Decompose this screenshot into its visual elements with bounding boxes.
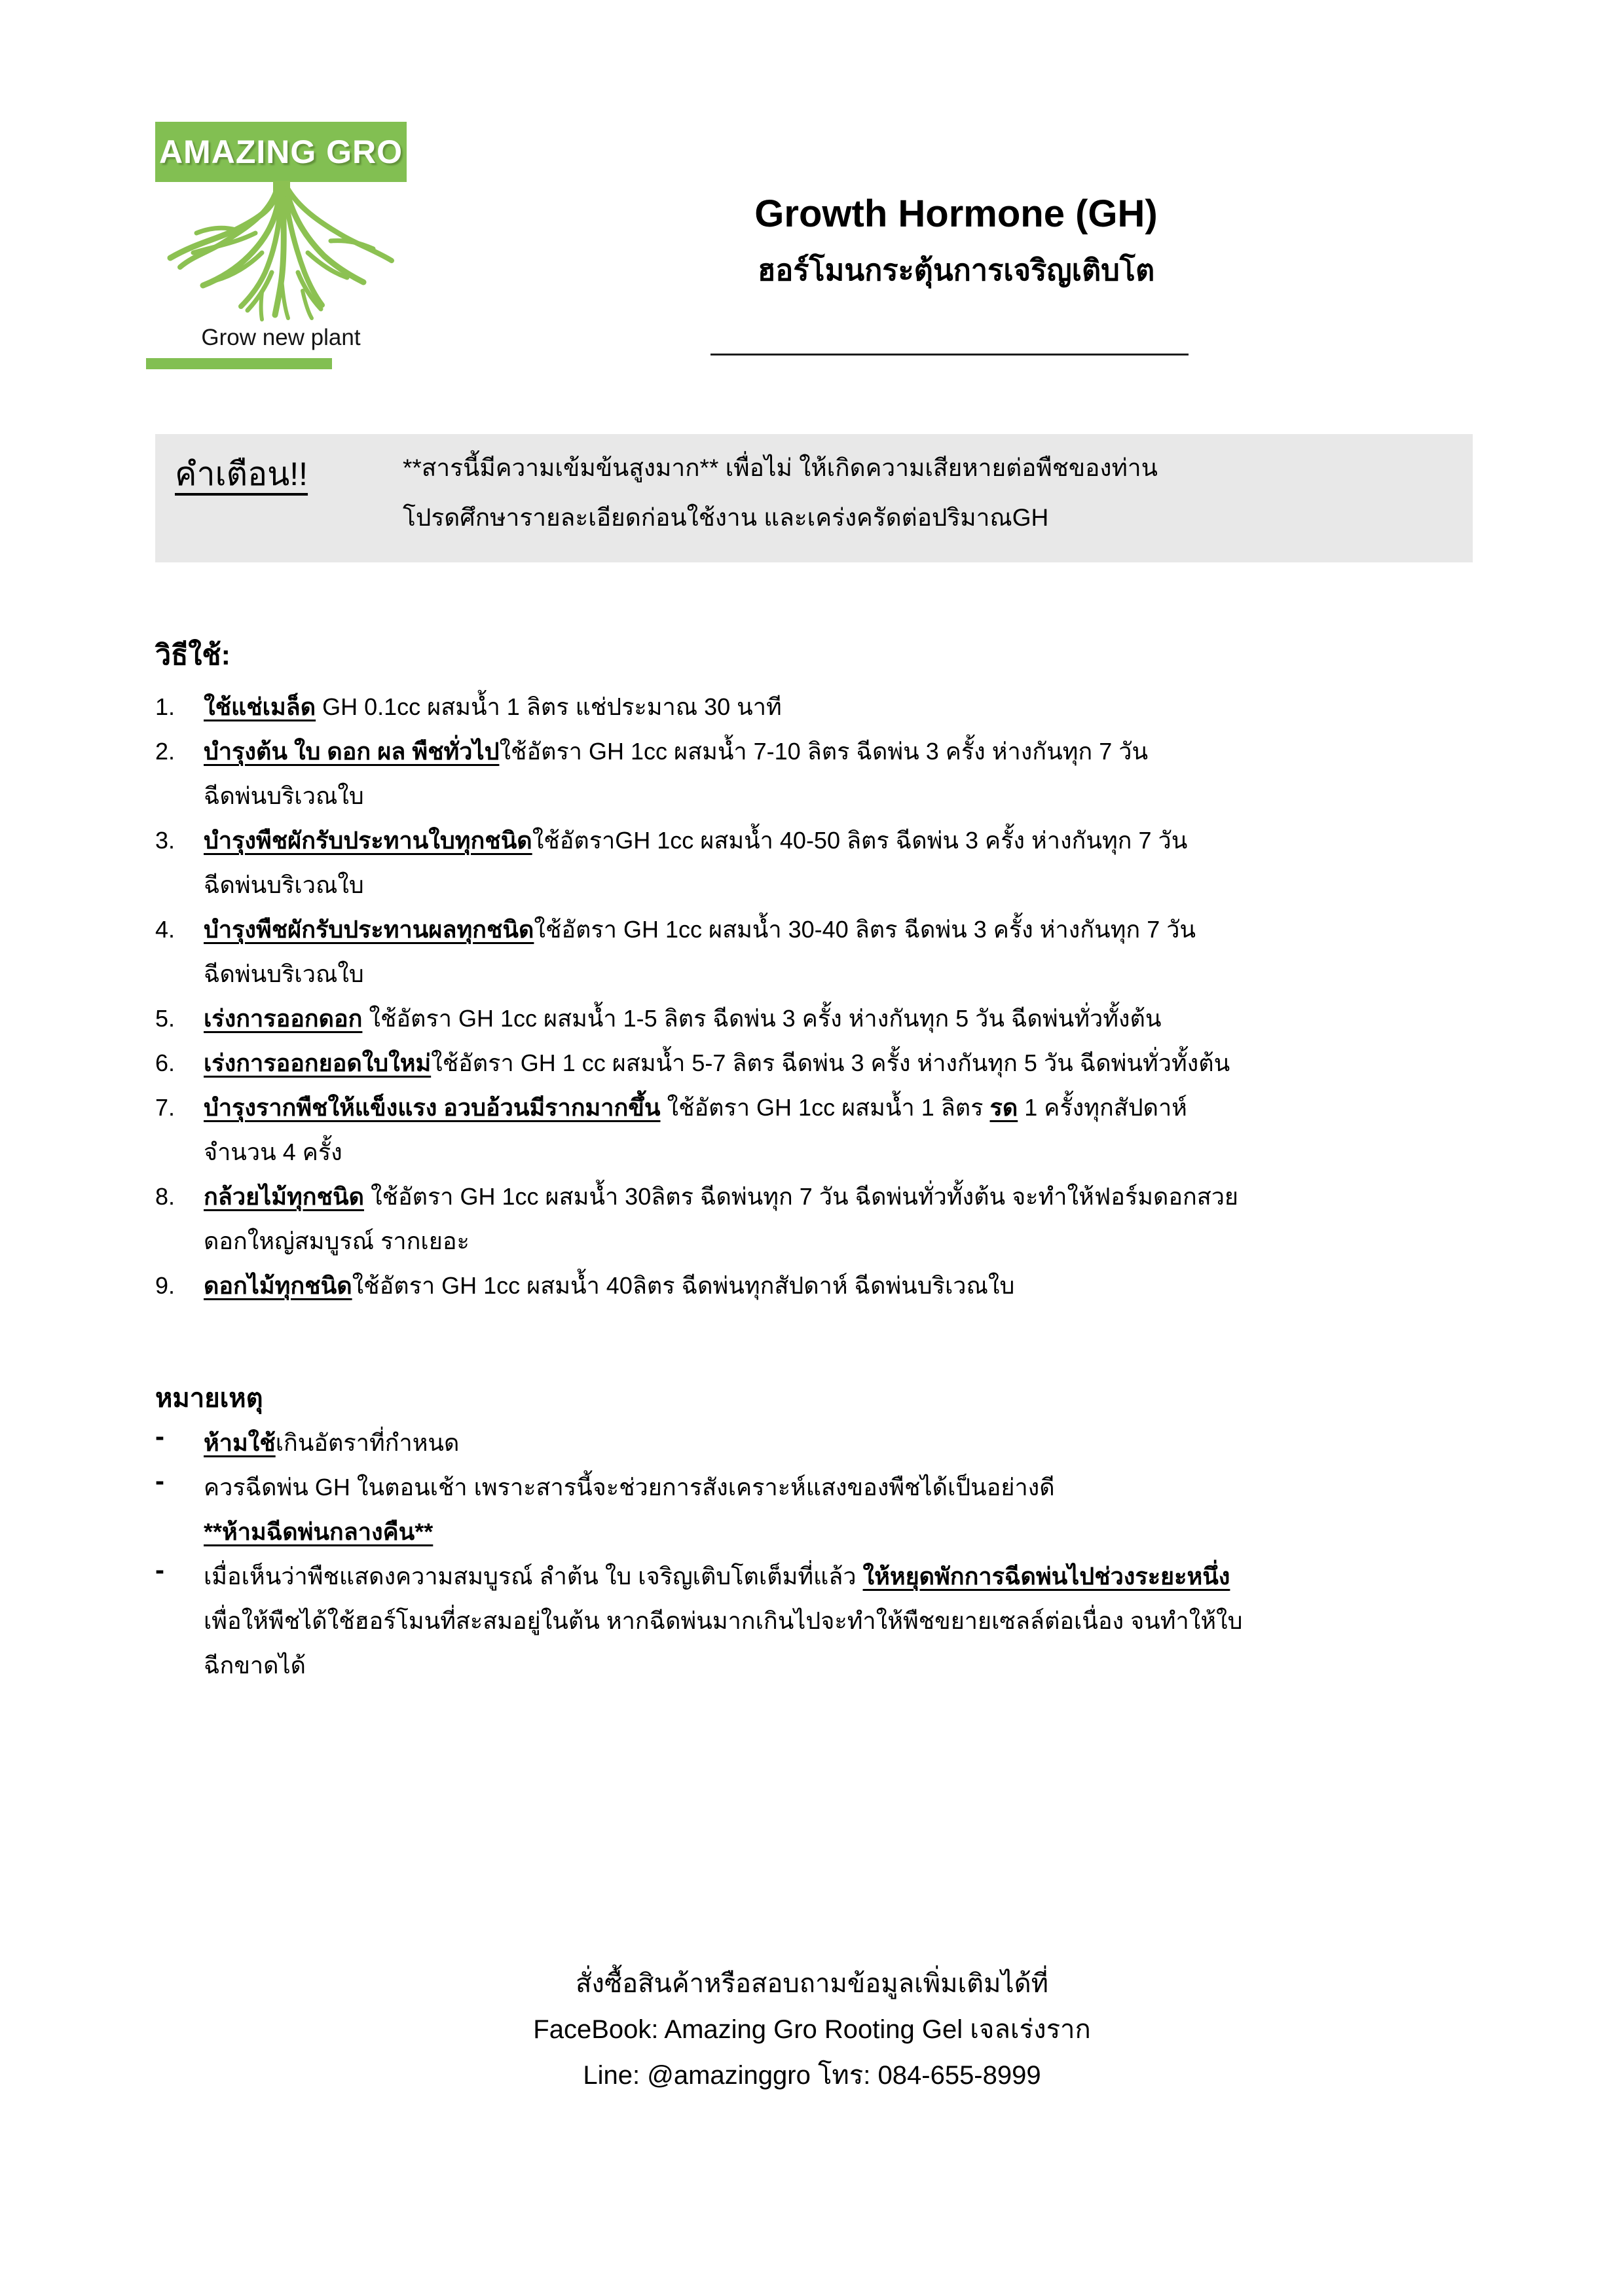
item-text: กล้วยไม้ทุกชนิด ใช้อัตรา GH 1cc ผสมน้ำ 30ลิตร ฉีดพ่นทุก 7 วัน ฉีดพ่นทั่วทั้งต้น จะทำให้ฟอร์มดอกสวย ดอกใหญ่สมบูรณ์ รากเยอะ [204, 1183, 1239, 1254]
footer-line-order: สั่งซื้อสินค้าหรือสอบถามข้อมูลเพิ่มเติมได้ที่ [576, 1969, 1048, 1998]
notes-heading: หมายเหตุ [155, 1384, 263, 1413]
item-number: 5. [155, 1005, 175, 1032]
item-text: บำรุงรากพืชให้แข็งแรง อวบอ้วนมีรากมากขึ้น ใช้อัตรา GH 1cc ผสมน้ำ 1 ลิตร รด 1 ครั้งทุกสัปดาห์ จำนวน 4 ครั้ง [204, 1094, 1187, 1165]
item-text: บำรุงต้น ใบ ดอก ผล พืชทั่วไปใช้อัตรา GH 1cc ผสมน้ำ 7-10 ลิตร ฉีดพ่น 3 ครั้ง ห่างกันทุก 7 วัน ฉีดพ่นบริเวณใบ [204, 738, 1149, 809]
list-item [155, 1041, 1491, 1085]
list-item [155, 729, 1491, 818]
list-item [155, 818, 1491, 907]
page-subtitle: ฮอร์โมนกระตุ้นการเจริญเติบโต [757, 253, 1155, 287]
title-divider-line [710, 354, 1189, 355]
item-number: 7. [155, 1094, 175, 1121]
item-text: ดอกไม้ทุกชนิดใช้อัตรา GH 1cc ผสมน้ำ 40ลิตร ฉีดพ่นทุกสัปดาห์ ฉีดพ่นบริเวณใบ [204, 1272, 1015, 1299]
list-item [155, 1085, 1491, 1175]
bullet-dash: - [155, 1554, 164, 1585]
item-number: 6. [155, 1049, 175, 1076]
item-text: ใช้แช่เมล็ด GH 0.1cc ผสมน้ำ 1 ลิตร แช่ประมาณ 30 นาที [204, 693, 782, 720]
note-item: - ห้ามใช้เกินอัตราที่กำหนด [155, 1421, 1504, 1465]
list-item [155, 907, 1491, 996]
list-item [155, 1175, 1491, 1264]
list-item [155, 1264, 1491, 1308]
warning-text [403, 443, 1158, 543]
bullet-dash: - [155, 1465, 164, 1496]
brand-name: AMAZING GRO [158, 134, 403, 170]
note-item: - เมื่อเห็นว่าพืชแสดงความสมบูรณ์ ลำต้น ใบ เจริญเติบโตเต็มที่แล้ว ให้หยุดพักการฉีดพ่นไปช่วงระยะหนึ่ง เพื่อให้พืชได้ใช้ฮอร์โมนที่สะสมอยู่ในต้น หากฉีดพ่นมากเกินไปจะทำให้พืชขยายเซลล์ต่อเนื่อง จนทำให้ใบ ฉีกขาดได้ [155, 1554, 1504, 1688]
note-item: - ควรฉีดพ่น GH ในตอนเช้า เพราะสารนี้จะช่วยการสังเคราะห์แสงของพืชได้เป็นอย่างดี **ห้ามฉีดพ่นกลางคืน** [155, 1465, 1504, 1554]
warning-line-2: โปรดศึกษารายละเอียดก่อนใช้งาน และเคร่งครัดต่อปริมาณGH [403, 504, 1049, 531]
logo-underline-bar [146, 358, 332, 369]
item-text: บำรุงพืชผักรับประทานผลทุกชนิดใช้อัตรา GH 1cc ผสมน้ำ 30-40 ลิตร ฉีดพ่น 3 ครั้ง ห่างกันทุก 7 วัน ฉีดพ่นบริเวณใบ [204, 916, 1196, 987]
warning-box [155, 434, 1473, 562]
item-text: เร่งการออกดอก ใช้อัตรา GH 1cc ผสมน้ำ 1-5 ลิตร ฉีดพ่น 3 ครั้ง ห่างกันทุก 5 วัน ฉีดพ่นทั่วทั้งต้น [204, 1005, 1162, 1032]
footer-contact [0, 1961, 1624, 2098]
item-text: เร่งการออกยอดใบใหม่ใช้อัตรา GH 1 cc ผสมน้ำ 5-7 ลิตร ฉีดพ่น 3 ครั้ง ห่างกันทุก 5 วัน ฉีดพ่นทั่วทั้งต้น [204, 1049, 1230, 1076]
usage-list [155, 685, 1491, 1308]
notes-list [155, 1421, 1504, 1688]
item-number: 8. [155, 1183, 175, 1210]
usage-heading: วิธีใช้: [155, 640, 231, 671]
list-item [155, 685, 1491, 729]
footer-line-line-phone: Line: @amazinggro โทร: 084-655-8999 [583, 2061, 1041, 2090]
item-number: 9. [155, 1272, 175, 1299]
logo-tagline: Grow new plant [201, 325, 361, 350]
item-number: 1. [155, 693, 175, 720]
warning-line-1: **สารนี้มีความเข้มข้นสูงมาก** เพื่อไม่ ให้เกิดความเสียหายต่อพืชของท่าน [403, 454, 1158, 481]
warning-label: คำเตือน!! [175, 456, 308, 492]
roots-icon [157, 181, 406, 330]
item-number: 2. [155, 738, 175, 765]
page-title: Growth Hormone (GH) [754, 192, 1158, 235]
item-number: 3. [155, 827, 175, 854]
list-item [155, 996, 1491, 1041]
item-text: บำรุงพืชผักรับประทานใบทุกชนิดใช้อัตราGH 1cc ผสมน้ำ 40-50 ลิตร ฉีดพ่น 3 ครั้ง ห่างกันทุก 7 วัน ฉีดพ่นบริเวณใบ [204, 827, 1188, 898]
item-number: 4. [155, 916, 175, 943]
bullet-dash: - [155, 1421, 164, 1451]
footer-line-facebook: FaceBook: Amazing Gro Rooting Gel เจลเร่งราก [533, 2015, 1091, 2044]
logo [155, 122, 407, 182]
